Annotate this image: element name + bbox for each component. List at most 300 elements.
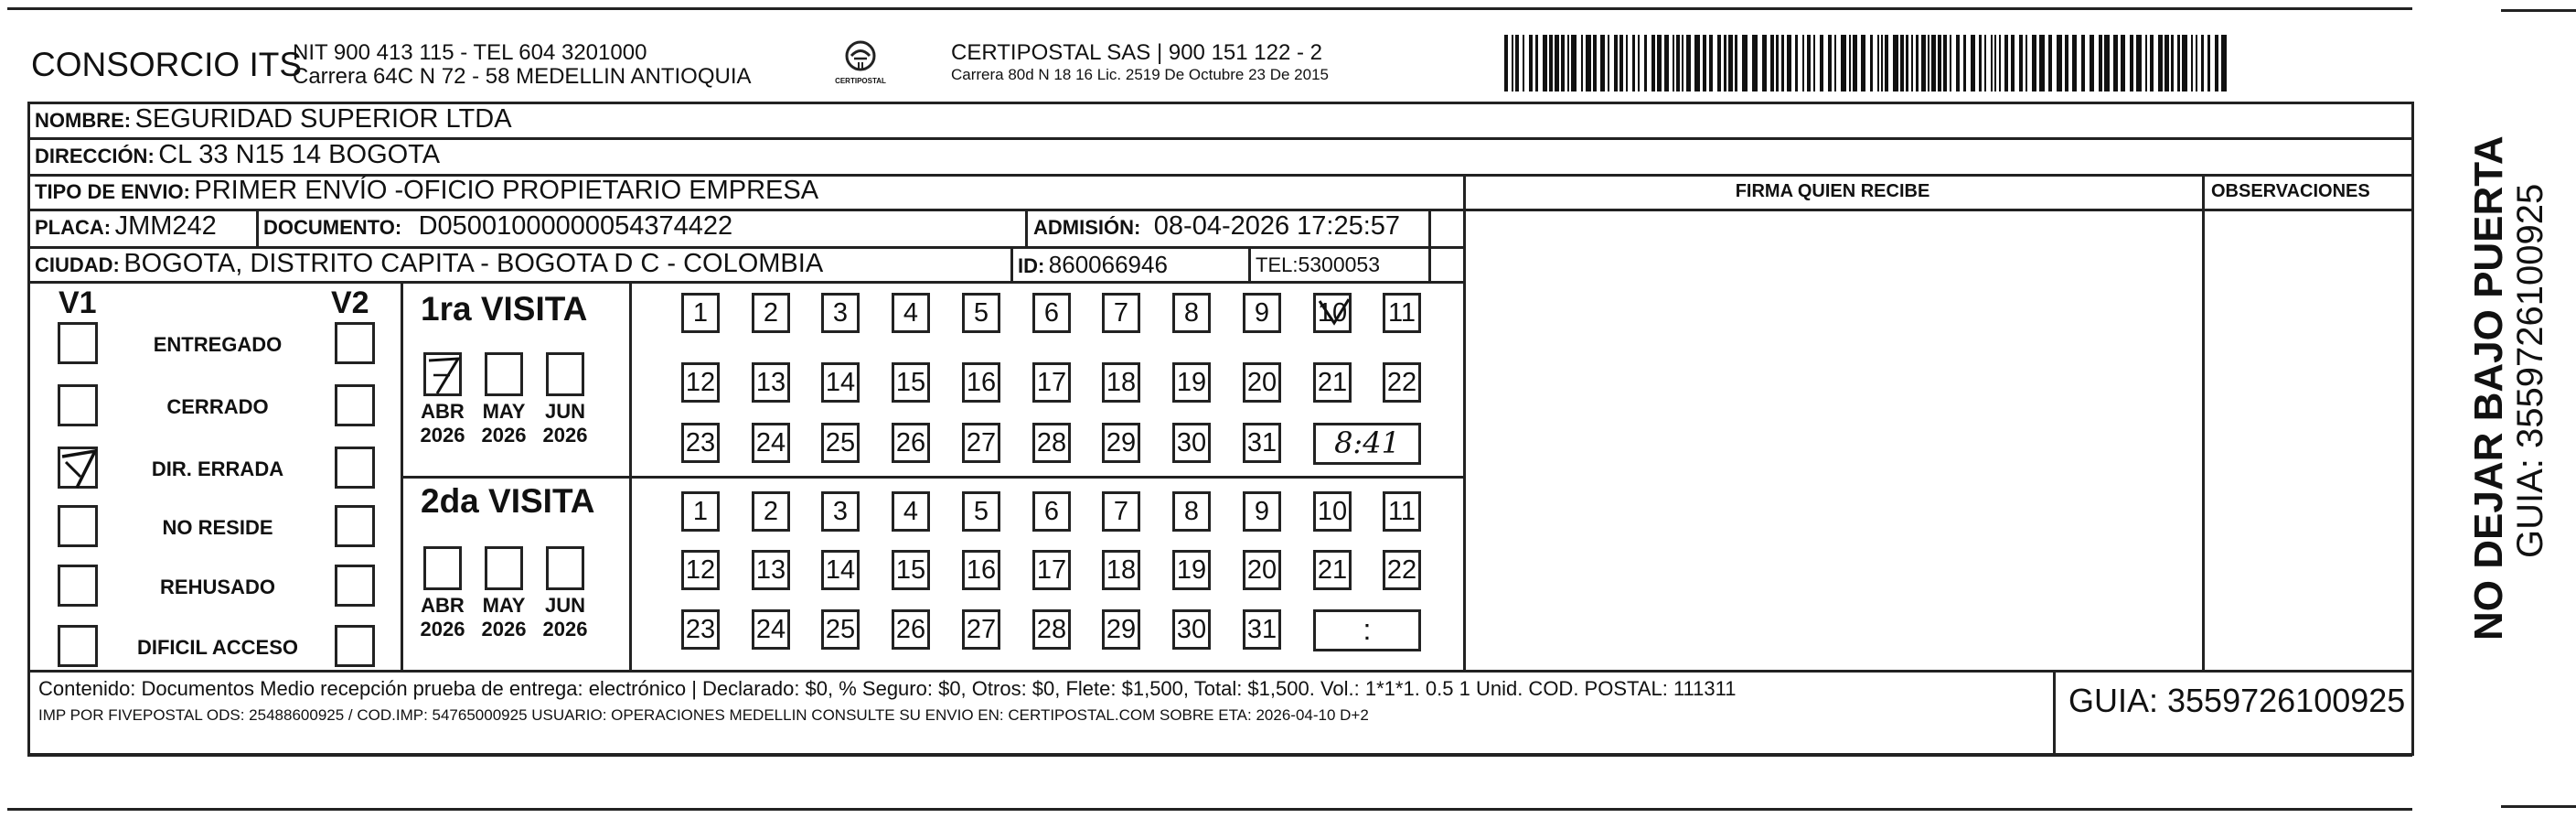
barcode-bar xyxy=(1523,35,1524,91)
second-visit-title: 2da VISITA xyxy=(421,482,595,520)
firma-header-line xyxy=(1463,209,2414,211)
tel-label: TEL: xyxy=(1256,253,1299,276)
placa-value: JMM242 xyxy=(114,211,217,241)
checkbox-v1-dir-errada[interactable] xyxy=(58,447,98,489)
documento-cell xyxy=(263,211,732,242)
second-visit-day-26[interactable] xyxy=(892,609,930,650)
day-number: 5 xyxy=(973,298,989,328)
day-number: 25 xyxy=(825,428,856,457)
footer-guia-sep xyxy=(2053,670,2056,756)
day-number: 16 xyxy=(966,368,997,397)
barcode-bar xyxy=(2026,35,2027,91)
company-nit: NIT 900 413 115 - TEL 604 3201000 xyxy=(293,40,647,65)
day-number: 15 xyxy=(895,368,926,397)
barcode-bar xyxy=(1802,35,1804,91)
barcode-bar xyxy=(2196,35,2197,91)
barcode-bar xyxy=(1644,35,1647,91)
second-visit-day-24[interactable] xyxy=(752,609,790,650)
first-visit-day-30[interactable] xyxy=(1172,423,1211,463)
direccion-value: CL 33 N15 14 BOGOTA xyxy=(158,140,441,169)
first-visit-day-16[interactable] xyxy=(962,362,1000,403)
barcode-bar xyxy=(1770,35,1774,91)
barcode-bar xyxy=(2039,35,2045,91)
checkbox-v1-no-reside[interactable] xyxy=(58,505,98,547)
second-visit-day-11[interactable] xyxy=(1383,491,1421,532)
ciudad-label: CIUDAD: xyxy=(35,253,120,276)
second-visit-day-5[interactable] xyxy=(962,491,1000,532)
day-number: 19 xyxy=(1176,555,1207,585)
day-number: 26 xyxy=(895,615,926,644)
barcode-bar xyxy=(1735,35,1737,91)
barcode-bar xyxy=(2090,35,2094,91)
id-label: ID: xyxy=(1018,254,1045,277)
second-visit-day-14[interactable] xyxy=(821,550,860,590)
barcode-bar xyxy=(2072,35,2077,91)
checkbox-v2-rehusado[interactable] xyxy=(335,565,375,607)
bottom-right-mark xyxy=(2501,805,2576,808)
year-label: 2026 xyxy=(542,618,588,640)
day-number: 8 xyxy=(1183,298,1200,328)
barcode-bar xyxy=(1626,35,1628,91)
day-number: 27 xyxy=(966,615,997,644)
year-label: 2026 xyxy=(481,424,527,447)
second-visit-day-16[interactable] xyxy=(962,550,1000,590)
checkbox-v2-entregado[interactable] xyxy=(335,322,375,364)
carrier-name: CERTIPOSTAL SAS | 900 151 122 - 2 xyxy=(951,40,1322,65)
barcode-bar xyxy=(2057,35,2062,91)
barcode-bar xyxy=(1994,35,1996,91)
first-visit-day-19[interactable] xyxy=(1172,362,1211,403)
tel-sep-bottom xyxy=(1248,281,1431,284)
barcode-bar xyxy=(1614,35,1618,91)
documento-label: DOCUMENTO: xyxy=(263,216,402,239)
second-visit-month-2[interactable] xyxy=(546,546,584,590)
day-number: 25 xyxy=(825,615,856,644)
barcode-bar xyxy=(1632,35,1635,91)
month-label: ABR xyxy=(421,594,465,617)
first-visit-day-2[interactable] xyxy=(752,293,790,333)
barcode-bar xyxy=(2081,35,2085,91)
checkbox-v2-dir-errada[interactable] xyxy=(335,447,375,489)
day-number: 2 xyxy=(763,497,779,526)
day-number: 11 xyxy=(1387,497,1416,526)
day-number: 15 xyxy=(895,555,926,585)
day-number: 30 xyxy=(1176,615,1207,644)
footer-line xyxy=(27,670,2414,673)
barcode-bar xyxy=(2130,35,2133,91)
day-number: 12 xyxy=(685,555,716,585)
bottom-rule xyxy=(7,808,2412,811)
direccion-row xyxy=(35,140,440,170)
barcode-bar xyxy=(1853,35,1857,91)
day-number: 21 xyxy=(1317,368,1348,397)
day-number: 13 xyxy=(755,555,786,585)
second-visit-day-7[interactable] xyxy=(1102,491,1140,532)
id-cell xyxy=(1018,251,1168,279)
day-number: 27 xyxy=(966,428,997,457)
barcode-bar xyxy=(1870,35,1873,91)
visit-divider xyxy=(401,476,1465,479)
second-visit-day-3[interactable] xyxy=(821,491,860,532)
placa-sep xyxy=(256,209,259,247)
barcode-bar xyxy=(1877,35,1879,91)
carrier-address: Carrera 80d N 18 16 Lic. 2519 De Octubre 23 De 2015 xyxy=(951,66,1329,83)
first-visit-day-13[interactable] xyxy=(752,362,790,403)
second-visit-time-box[interactable] xyxy=(1313,609,1421,651)
second-visit-day-29[interactable] xyxy=(1102,609,1140,650)
day-number: 20 xyxy=(1246,368,1277,397)
checkbox-v1-dificil-acceso[interactable] xyxy=(58,625,98,667)
second-visit-day-9[interactable] xyxy=(1243,491,1281,532)
first-visit-day-8[interactable] xyxy=(1172,293,1211,333)
barcode-bar xyxy=(1885,35,1888,91)
checkbox-v2-dificil-acceso[interactable] xyxy=(335,625,375,667)
day-number: 29 xyxy=(1106,428,1137,457)
day-number: 16 xyxy=(966,555,997,585)
v1-label: V1 xyxy=(59,285,97,320)
barcode-bar xyxy=(1567,35,1569,91)
status-label-rehusado: REHUSADO xyxy=(160,576,275,598)
checkbox-v2-cerrado[interactable] xyxy=(335,384,375,426)
first-visit-day-21[interactable] xyxy=(1313,362,1352,403)
day-number: 22 xyxy=(1386,368,1417,397)
day-number: 18 xyxy=(1106,368,1137,397)
side-guia: GUIA: 3559726100925 xyxy=(2510,183,2550,558)
admision-cell xyxy=(1033,211,1400,242)
barcode-bar xyxy=(1549,35,1553,91)
day-number: 2 xyxy=(763,298,779,328)
barcode-bar xyxy=(1657,35,1662,91)
admision-label: ADMISIÓN: xyxy=(1033,216,1141,239)
first-visit-day-17[interactable] xyxy=(1032,362,1071,403)
obs-column-left xyxy=(2202,174,2205,672)
second-visit-day-31[interactable] xyxy=(1243,609,1281,650)
day-number: 26 xyxy=(895,428,926,457)
first-visit-day-31[interactable] xyxy=(1243,423,1281,463)
day-number: 6 xyxy=(1043,497,1060,526)
v2-label: V2 xyxy=(331,285,369,320)
checkbox-v1-cerrado[interactable] xyxy=(58,384,98,426)
second-visit-day-18[interactable] xyxy=(1102,550,1140,590)
second-visit-day-8[interactable] xyxy=(1172,491,1211,532)
barcode xyxy=(1504,35,2227,91)
barcode-bar xyxy=(2048,35,2052,91)
second-visit-day-15[interactable] xyxy=(892,550,930,590)
barcode-bar xyxy=(1787,35,1791,91)
barcode-bar xyxy=(2191,35,2193,91)
barcode-bar xyxy=(1841,35,1846,91)
second-visit-day-4[interactable] xyxy=(892,491,930,532)
day-number: 9 xyxy=(1254,497,1270,526)
barcode-bar xyxy=(1561,35,1565,91)
barcode-bar xyxy=(1861,35,1865,91)
day-number: 24 xyxy=(755,615,786,644)
day-number: 19 xyxy=(1176,368,1207,397)
barcode-bar xyxy=(1676,35,1680,91)
second-visit-day-2[interactable] xyxy=(752,491,790,532)
first-visit-day-4[interactable] xyxy=(892,293,930,333)
month-label: ABR xyxy=(421,400,465,423)
barcode-bar xyxy=(2215,35,2218,91)
barcode-bar xyxy=(1906,35,1908,91)
company-address: Carrera 64C N 72 - 58 MEDELLIN ANTIOQUIA xyxy=(293,64,752,89)
day-number: 22 xyxy=(1386,555,1417,585)
day-number: 31 xyxy=(1246,428,1277,457)
barcode-bar xyxy=(1893,35,1898,91)
second-visit-day-12[interactable] xyxy=(681,550,720,590)
first-visit-day-10[interactable] xyxy=(1313,293,1352,333)
status-label-no-reside: NO RESIDE xyxy=(162,516,273,539)
barcode-bar xyxy=(1807,35,1811,91)
day-number: 1 xyxy=(692,497,709,526)
first-visit-day-14[interactable] xyxy=(821,362,860,403)
barcode-bar xyxy=(2177,35,2180,91)
year-label: 2026 xyxy=(420,424,465,447)
first-visit-day-11[interactable] xyxy=(1383,293,1421,333)
barcode-bar xyxy=(1619,35,1623,91)
first-visit-day-27[interactable] xyxy=(962,423,1000,463)
day-number: 10 xyxy=(1317,497,1348,526)
barcode-bar xyxy=(2104,35,2110,91)
barcode-bar xyxy=(1742,35,1748,91)
admision-sep xyxy=(1025,209,1028,247)
barcode-bar xyxy=(1608,35,1609,91)
barcode-bar xyxy=(1795,35,1798,91)
barcode-bar xyxy=(1776,35,1779,91)
barcode-bar xyxy=(1979,35,1982,91)
firma-header: FIRMA QUIEN RECIBE xyxy=(1735,181,1930,201)
month-label: MAY xyxy=(482,594,526,617)
barcode-bar xyxy=(1752,35,1758,91)
month-label: JUN xyxy=(544,594,585,617)
nombre-value: SEGURIDAD SUPERIOR LTDA xyxy=(134,104,512,134)
day-number: 18 xyxy=(1106,555,1137,585)
second-visit-month-0[interactable] xyxy=(423,546,462,590)
barcode-bar xyxy=(1963,35,1966,91)
second-visit-day-20[interactable] xyxy=(1243,550,1281,590)
second-visit-day-17[interactable] xyxy=(1032,550,1071,590)
day-number: 20 xyxy=(1246,555,1277,585)
first-visit-day-22[interactable] xyxy=(1383,362,1421,403)
day-number: 23 xyxy=(685,615,716,644)
first-visit-month-0[interactable] xyxy=(423,352,462,396)
first-visit-day-23[interactable] xyxy=(681,423,720,463)
status-label-dir-errada: DIR. ERRADA xyxy=(151,457,284,480)
second-visit-day-10[interactable] xyxy=(1313,491,1352,532)
first-visit-day-18[interactable] xyxy=(1102,362,1140,403)
second-visit-day-23[interactable] xyxy=(681,609,720,650)
barcode-bar xyxy=(1849,35,1851,91)
first-visit-day-5[interactable] xyxy=(962,293,1000,333)
day-number: 14 xyxy=(825,555,856,585)
first-visit-day-24[interactable] xyxy=(752,423,790,463)
nombre-label: NOMBRE: xyxy=(35,109,132,132)
second-visit-day-1[interactable] xyxy=(681,491,720,532)
second-visit-day-19[interactable] xyxy=(1172,550,1211,590)
first-visit-month-2[interactable] xyxy=(546,352,584,396)
first-visit-day-15[interactable] xyxy=(892,362,930,403)
status-label-cerrado: CERRADO xyxy=(166,395,269,418)
day-number: 31 xyxy=(1246,615,1277,644)
day-number: 4 xyxy=(903,497,919,526)
first-visit-day-26[interactable] xyxy=(892,423,930,463)
second-visit-day-25[interactable] xyxy=(821,609,860,650)
checkbox-v2-no-reside[interactable] xyxy=(335,505,375,547)
day-number: 8 xyxy=(1183,497,1200,526)
checkbox-v1-entregado[interactable] xyxy=(58,322,98,364)
second-visit-day-13[interactable] xyxy=(752,550,790,590)
first-visit-day-12[interactable] xyxy=(681,362,720,403)
handwritten-check-icon xyxy=(1316,296,1352,334)
placa-label: PLACA: xyxy=(35,216,112,239)
barcode-bar xyxy=(2150,35,2154,91)
day-number: 21 xyxy=(1317,555,1348,585)
barcode-bar xyxy=(1971,35,1975,91)
second-visit-month-1[interactable] xyxy=(485,546,523,590)
first-visit-day-28[interactable] xyxy=(1032,423,1071,463)
id-sep xyxy=(1010,246,1013,283)
barcode-bar xyxy=(1724,35,1726,91)
day-number: 28 xyxy=(1036,615,1067,644)
tel-value: 5300053 xyxy=(1298,253,1381,276)
barcode-bar xyxy=(1881,35,1883,91)
barcode-bar xyxy=(2121,35,2125,91)
status-label-entregado: ENTREGADO xyxy=(153,333,283,356)
first-visit-day-1[interactable] xyxy=(681,293,720,333)
footer-guia: GUIA: 3559726100925 xyxy=(2068,682,2406,719)
barcode-bar xyxy=(1593,35,1597,91)
second-visit-day-6[interactable] xyxy=(1032,491,1071,532)
footer-print-info: IMP POR FIVEPOSTAL ODS: 25488600925 / COD.IMP: 54765000925 USUARIO: OPERACIONES MEDELLIN CONSULTE SU ENVIO EN: CERTIPOSTAL.COM SOBRE ETA: 2026-04-10 D+2 xyxy=(38,706,1369,724)
visit-time-value: : xyxy=(1363,613,1372,646)
first-visit-day-9[interactable] xyxy=(1243,293,1281,333)
barcode-bar xyxy=(1515,35,1519,91)
second-visit-day-21[interactable] xyxy=(1313,550,1352,590)
tipo-value: PRIMER ENVÍO -OFICIO PROPIETARIO EMPRESA xyxy=(194,176,819,205)
day-number: 29 xyxy=(1106,615,1137,644)
day-number: 9 xyxy=(1254,298,1270,328)
first-visit-day-3[interactable] xyxy=(821,293,860,333)
barcode-bar xyxy=(1950,35,1951,91)
day-number: 23 xyxy=(685,428,716,457)
second-visit-day-30[interactable] xyxy=(1172,609,1211,650)
first-visit-day-29[interactable] xyxy=(1102,423,1140,463)
day-number: 5 xyxy=(973,497,989,526)
barcode-bar xyxy=(1931,35,1936,91)
day-number: 3 xyxy=(832,497,849,526)
second-visit-day-27[interactable] xyxy=(962,609,1000,650)
barcode-bar xyxy=(2113,35,2118,91)
barcode-bar xyxy=(2136,35,2142,91)
barcode-bar xyxy=(1586,35,1591,91)
barcode-bar xyxy=(2145,35,2147,91)
year-label: 2026 xyxy=(481,618,527,640)
day-number: 1 xyxy=(692,298,709,328)
ciudad-value: BOGOTA, DISTRITO CAPITA - BOGOTA D C - COLOMBIA xyxy=(123,249,824,278)
barcode-bar xyxy=(1762,35,1767,91)
checkbox-v1-rehusado[interactable] xyxy=(58,565,98,607)
first-visit-day-25[interactable] xyxy=(821,423,860,463)
day-number: 4 xyxy=(903,298,919,328)
barcode-bar xyxy=(1928,35,1929,91)
month-label: JUN xyxy=(544,400,585,423)
barcode-bar xyxy=(2207,35,2210,91)
tipo-row xyxy=(35,176,818,206)
barcode-bar xyxy=(2011,35,2015,91)
barcode-bar xyxy=(1834,35,1836,91)
barcode-bar xyxy=(1828,35,1832,91)
top-right-mark xyxy=(2501,9,2576,12)
barcode-bar xyxy=(2004,35,2008,91)
barcode-bar xyxy=(1956,35,1960,91)
barcode-bar xyxy=(2099,35,2102,91)
footer-content: Contenido: Documentos Medio recepción prueba de entrega: electrónico | Declarado: $0, % Seguro: $0, Otros: $0, Flete: $1,500, Total: $1,500. Vol.: 1*1*1. 0.5 1 Unid. COD. POSTAL: 111311 xyxy=(38,677,1737,700)
barcode-bar xyxy=(2019,35,2023,91)
second-visit-day-22[interactable] xyxy=(1383,550,1421,590)
company-name: CONSORCIO ITS xyxy=(31,46,303,83)
first-visit-day-6[interactable] xyxy=(1032,293,1071,333)
id-value: 860066946 xyxy=(1048,251,1168,278)
tel-end-sep xyxy=(1428,209,1431,283)
visit-time-value: 8:41 xyxy=(1334,425,1400,460)
barcode-bar xyxy=(1686,35,1691,91)
day-number: 7 xyxy=(1113,298,1129,328)
day-number: 13 xyxy=(755,368,786,397)
barcode-bar xyxy=(2164,35,2169,91)
barcode-bar xyxy=(2182,35,2187,91)
barcode-bar xyxy=(1682,35,1683,91)
day-number: 30 xyxy=(1176,428,1207,457)
tel-cell xyxy=(1256,253,1380,277)
first-visit-day-20[interactable] xyxy=(1243,362,1281,403)
day-number: 11 xyxy=(1387,298,1416,328)
barcode-bar xyxy=(1529,35,1533,91)
barcode-bar xyxy=(1673,35,1674,91)
barcode-bar xyxy=(1717,35,1721,91)
day-number: 12 xyxy=(685,368,716,397)
barcode-bar xyxy=(1600,35,1605,91)
barcode-bar xyxy=(2065,35,2068,91)
day-number: 24 xyxy=(755,428,786,457)
barcode-bar xyxy=(1504,35,1508,91)
first-visit-month-1[interactable] xyxy=(485,352,523,396)
barcode-bar xyxy=(1728,35,1733,91)
barcode-bar xyxy=(1535,35,1538,91)
status-label-dificil-acceso: DIFICIL ACCESO xyxy=(136,636,298,659)
barcode-bar xyxy=(1638,35,1640,91)
day-number: 14 xyxy=(825,368,856,397)
handwritten-mark-icon xyxy=(426,355,461,395)
barcode-bar xyxy=(1999,35,2001,91)
barcode-bar xyxy=(1694,35,1700,91)
barcode-bar xyxy=(1651,35,1655,91)
second-visit-day-28[interactable] xyxy=(1032,609,1071,650)
placa-cell xyxy=(35,211,217,242)
barcode-bar xyxy=(1921,35,1926,91)
checkmark-icon xyxy=(60,449,97,490)
day-number: 3 xyxy=(832,298,849,328)
nombre-row xyxy=(35,104,512,135)
barcode-bar xyxy=(1991,35,1993,91)
month-label: MAY xyxy=(482,400,526,423)
barcode-bar xyxy=(2171,35,2174,91)
first-visit-time-box[interactable] xyxy=(1313,423,1421,465)
firma-column-left xyxy=(1463,174,1466,672)
first-visit-day-7[interactable] xyxy=(1102,293,1140,333)
barcode-bar xyxy=(1555,35,1559,91)
barcode-bar xyxy=(1512,35,1513,91)
year-label: 2026 xyxy=(420,618,465,640)
